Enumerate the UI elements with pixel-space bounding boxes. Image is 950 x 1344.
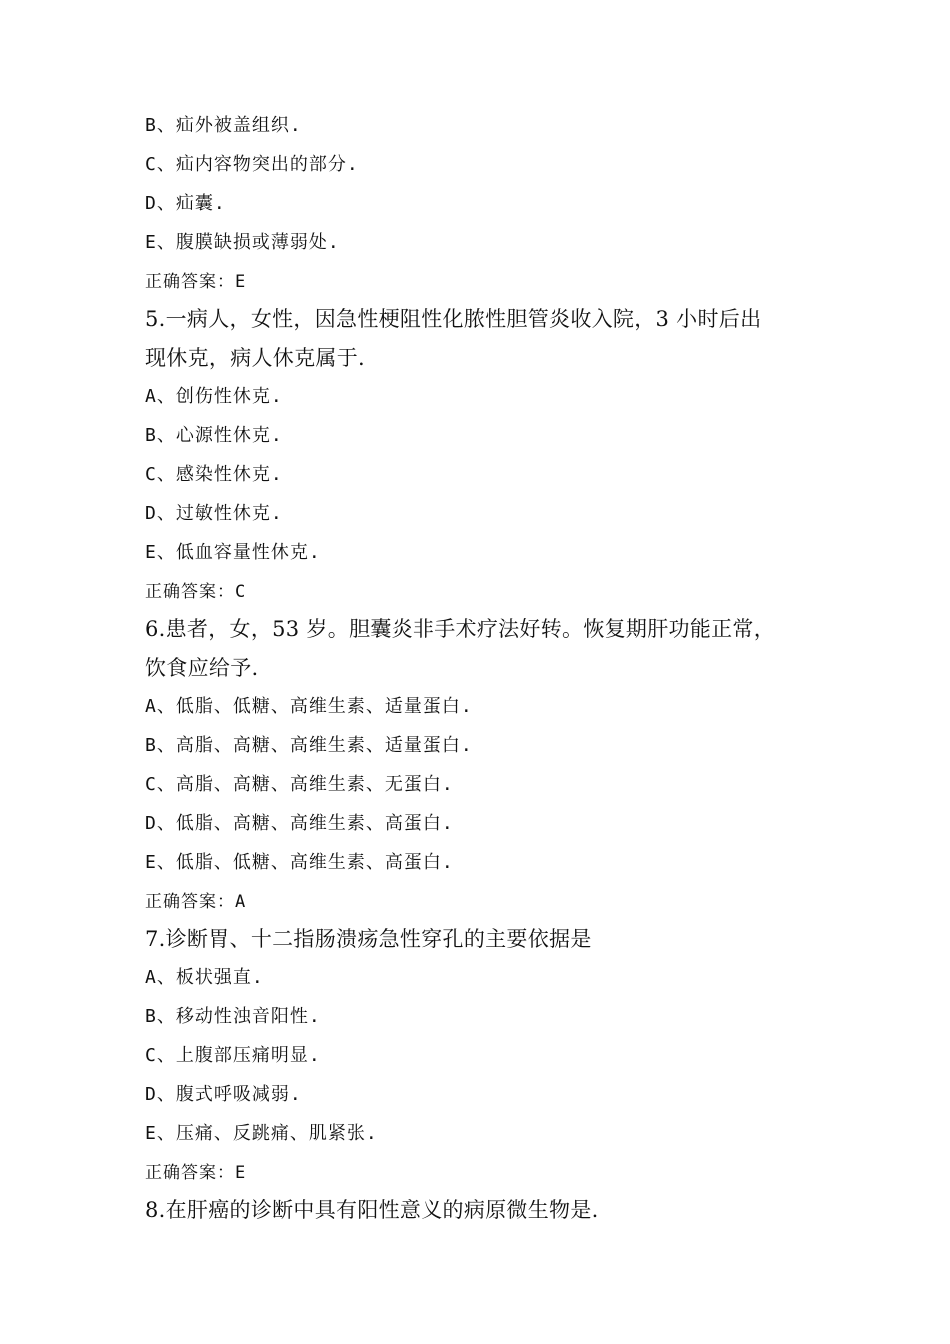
q6-option-e: E、低脂、低糖、高维生素、高蛋白. [145, 852, 454, 873]
q6-option-b: B、高脂、高糖、高维生素、适量蛋白. [145, 735, 473, 756]
q5-stem-line-2: 现休克，病人休克属于. [145, 346, 365, 370]
q7-option-d: D、腹式呼吸减弱. [145, 1084, 302, 1105]
q6-stem-line-2: 饮食应给予. [145, 656, 259, 680]
q5-option-d: D、过敏性休克. [145, 503, 283, 524]
q4-option-d: D、疝囊. [145, 193, 226, 214]
q4-answer: 正确答案：E [145, 272, 247, 292]
q5-stem-line-1: 5.一病人，女性，因急性梗阻性化脓性胆管炎收入院，3 小时后出 [145, 307, 762, 331]
q5-option-e: E、低血容量性休克. [145, 542, 321, 563]
q6-answer: 正确答案：A [145, 892, 247, 912]
q6-option-d: D、低脂、高糖、高维生素、高蛋白. [145, 813, 454, 834]
q7-stem-line-1: 7.诊断胃、十二指肠溃疡急性穿孔的主要依据是 [145, 927, 592, 951]
q6-option-a: A、低脂、低糖、高维生素、适量蛋白. [145, 696, 473, 717]
q7-option-a: A、板状强直. [145, 967, 264, 988]
q7-option-e: E、压痛、反跳痛、肌紧张. [145, 1123, 378, 1144]
q7-answer: 正确答案：E [145, 1163, 247, 1183]
q4-option-e: E、腹膜缺损或薄弱处. [145, 232, 340, 253]
q5-option-b: B、心源性休克. [145, 425, 283, 446]
q6-stem-line-1: 6.患者，女，53 岁。胆囊炎非手术疗法好转。恢复期肝功能正常， [145, 617, 776, 641]
q8-stem-line-1: 8.在肝癌的诊断中具有阳性意义的病原微生物是. [145, 1198, 599, 1222]
q7-option-b: B、移动性浊音阳性. [145, 1006, 321, 1027]
q5-option-a: A、创伤性休克. [145, 386, 283, 407]
q5-option-c: C、感染性休克. [145, 464, 283, 485]
q4-option-c: C、疝内容物突出的部分. [145, 154, 359, 175]
q4-option-b: B、疝外被盖组织. [145, 115, 302, 136]
q6-option-c: C、高脂、高糖、高维生素、无蛋白. [145, 774, 454, 795]
q5-answer: 正确答案：C [145, 582, 247, 602]
q7-option-c: C、上腹部压痛明显. [145, 1045, 321, 1066]
